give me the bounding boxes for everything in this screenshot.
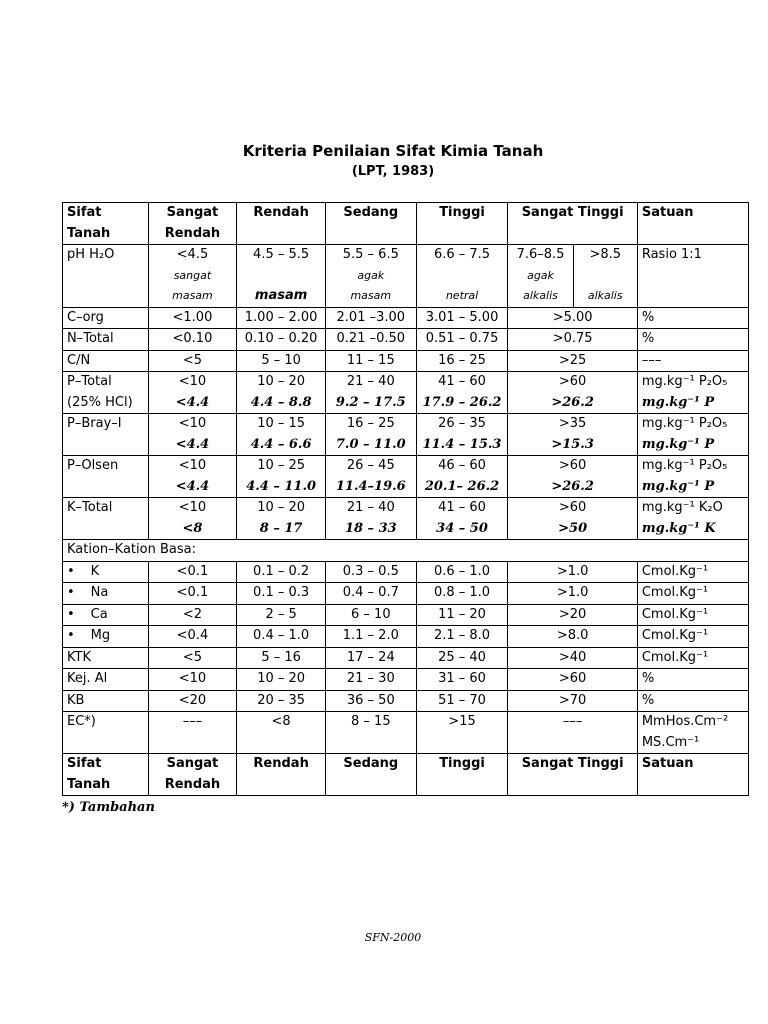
cell-sangat-tinggi: >1.0 [508,583,637,605]
cell-rendah: 10 – 25 4.4 – 11.0 [237,456,326,498]
cell-tinggi: 26 – 35 11.4 – 15.3 [416,414,508,456]
cell-sedang: 21 – 30 [325,669,416,691]
cell-satuan: mg.kg⁻¹ P₂O₅ mg.kg⁻¹ P [637,414,748,456]
cell-sedang: 0.3 – 0.5 [325,561,416,583]
cell-sedang: 21 – 40 9.2 – 17.5 [325,372,416,414]
cell-satuan: % [637,307,748,329]
cell-tinggi: 46 – 60 20.1– 26.2 [416,456,508,498]
table-row-kej-al [63,669,749,691]
cell-rendah: 10 – 20 4.4 – 8.8 [237,372,326,414]
footer-sifat-tanah: Sifat Tanah [63,754,149,796]
cell-sangat-rendah: <4.5 sangat masam [148,245,237,308]
cell-tinggi: 41 – 60 17.9 – 26.2 [416,372,508,414]
header-satuan: Satuan [637,203,748,245]
table-row-ca [63,604,749,626]
cell-sangat-tinggi: >0.75 [508,329,637,351]
cell-tinggi: 6.6 – 7.5 netral [416,245,508,308]
cell-tinggi: 16 – 25 [416,350,508,372]
cell-tinggi: 3.01 – 5.00 [416,307,508,329]
cell-sedang: 0.21 –0.50 [325,329,416,351]
cell-satuan: % [637,669,748,691]
row-label: • Ca [63,604,149,626]
cell-tinggi: >15 [416,712,508,754]
cell-sangat-rendah: <20 [148,690,237,712]
cell-sangat-rendah: <0.4 [148,626,237,648]
footer-satuan: Satuan [637,754,748,796]
cell-rendah: 0.4 – 1.0 [237,626,326,648]
row-label: EC*) [63,712,149,754]
table-row-kb [63,690,749,712]
cell-satuan: Cmol.Kg⁻¹ [637,626,748,648]
cell-sangat-tinggi: >25 [508,350,637,372]
footer-tinggi: Tinggi [416,754,508,796]
cell-sangat-tinggi: >8.0 [508,626,637,648]
cell-sangat-rendah: <1.00 [148,307,237,329]
cell-satuan: ––– [637,350,748,372]
table-row-p-total [63,372,749,414]
cell-sedang: 6 – 10 [325,604,416,626]
row-label: KTK [63,647,149,669]
row-label: • K [63,561,149,583]
cell-sedang: 11 – 15 [325,350,416,372]
table-row-ec [63,712,749,754]
cell-tinggi: 2.1 – 8.0 [416,626,508,648]
cell-sangat-tinggi: >60 >26.2 [508,456,637,498]
cell-sedang: 8 – 15 [325,712,416,754]
cell-rendah: 0.10 – 0.20 [237,329,326,351]
table-row-na [63,583,749,605]
criteria-table [62,202,749,796]
cell-sangat-rendah: <10 [148,669,237,691]
cell-rendah: 5 – 10 [237,350,326,372]
cell-rendah: 20 – 35 [237,690,326,712]
footer-rendah: Rendah [237,754,326,796]
cell-sangat-tinggi: ––– [508,712,637,754]
table-row-k [63,561,749,583]
footnote: *) Tambahan [62,800,155,815]
cell-tinggi: 41 – 60 34 – 50 [416,498,508,540]
header-sangat-rendah: Sangat Rendah [148,203,237,245]
cell-sangat-rendah: <0.10 [148,329,237,351]
cell-rendah: 1.00 – 2.00 [237,307,326,329]
cell-sedang: 17 – 24 [325,647,416,669]
cell-sangat-rendah: <0.1 [148,561,237,583]
cell-satuan: mg.kg⁻¹ P₂O₅ mg.kg⁻¹ P [637,372,748,414]
row-label: N–Total [63,329,149,351]
header-sifat-tanah: Sifat Tanah [63,203,149,245]
header-tinggi: Tinggi [416,203,508,245]
cell-sangat-tinggi: >35 >15.3 [508,414,637,456]
cell-sangat-tinggi: >5.00 [508,307,637,329]
cell-tinggi: 0.6 – 1.0 [416,561,508,583]
cell-sedang: 0.4 – 0.7 [325,583,416,605]
table-row-mg [63,626,749,648]
cell-sangat-tinggi: >70 [508,690,637,712]
document-subtitle: (LPT, 1983) [351,164,435,179]
row-label: • Mg [63,626,149,648]
table-row-c-org [63,307,749,329]
document-title: Kriteria Penilaian Sifat Kimia Tanah [242,142,544,160]
cell-sedang: 1.1 – 2.0 [325,626,416,648]
row-label: • Na [63,583,149,605]
table-footer-row [63,754,749,796]
cell-sedang: 2.01 –3.00 [325,307,416,329]
cell-sangat-rendah: <10 <4.4 [148,414,237,456]
header-sangat-tinggi: Sangat Tinggi [508,203,637,245]
cell-tinggi: 0.8 – 1.0 [416,583,508,605]
cell-sangat-tinggi-a: 7.6–8.5 agak alkalis [508,245,573,308]
cell-tinggi: 31 – 60 [416,669,508,691]
cell-sangat-tinggi-b: >8.5 alkalis [573,245,637,308]
table-row-k-total [63,498,749,540]
cell-sangat-rendah: <10 <8 [148,498,237,540]
cell-satuan: Cmol.Kg⁻¹ [637,604,748,626]
cell-satuan: Cmol.Kg⁻¹ [637,647,748,669]
cell-satuan: % [637,690,748,712]
cell-satuan: mg.kg⁻¹ K₂O mg.kg⁻¹ K [637,498,748,540]
cell-sangat-tinggi: >20 [508,604,637,626]
cell-sangat-rendah: ––– [148,712,237,754]
table-row-c-n [63,350,749,372]
cell-sangat-rendah: <2 [148,604,237,626]
cell-rendah: 10 – 20 [237,669,326,691]
cell-sedang: 26 – 45 11.4–19.6 [325,456,416,498]
row-label: P–Bray–I [63,414,149,456]
cell-satuan: Cmol.Kg⁻¹ [637,583,748,605]
cell-tinggi: 0.51 – 0.75 [416,329,508,351]
row-label: P–Olsen [63,456,149,498]
table-row-n-total [63,329,749,351]
row-label: KB [63,690,149,712]
table-row-p-bray [63,414,749,456]
table-row-ph [63,245,749,308]
row-label: pH H₂O [63,245,149,308]
row-label: Kej. Al [63,669,149,691]
row-label: K–Total [63,498,149,540]
cell-sedang: 5.5 – 6.5 agak masam [325,245,416,308]
cell-sedang: 21 – 40 18 – 33 [325,498,416,540]
cell-tinggi: 51 – 70 [416,690,508,712]
table-row-kation-header [63,540,749,562]
cell-rendah: 10 – 20 8 – 17 [237,498,326,540]
cell-sangat-rendah: <0.1 [148,583,237,605]
cell-sedang: 16 – 25 7.0 – 11.0 [325,414,416,456]
cell-sangat-rendah: <10 <4.4 [148,456,237,498]
footer-sangat-rendah: Sangat Rendah [148,754,237,796]
cell-satuan: % [637,329,748,351]
row-label: C/N [63,350,149,372]
cell-sangat-tinggi: >60 [508,669,637,691]
footer-sangat-tinggi: Sangat Tinggi [508,754,637,796]
section-heading: Kation–Kation Basa: [63,540,749,562]
cell-sangat-tinggi: >60 >50 [508,498,637,540]
cell-sangat-rendah: <5 [148,350,237,372]
cell-tinggi: 25 – 40 [416,647,508,669]
cell-sangat-tinggi: >1.0 [508,561,637,583]
footer-sedang: Sedang [325,754,416,796]
cell-sedang: 36 – 50 [325,690,416,712]
cell-sangat-rendah: <10 <4.4 [148,372,237,414]
header-sedang: Sedang [325,203,416,245]
cell-satuan: MmHos.Cm⁻² MS.Cm⁻¹ [637,712,748,754]
cell-satuan: mg.kg⁻¹ P₂O₅ mg.kg⁻¹ P [637,456,748,498]
page-footer: SFN-2000 [364,931,422,944]
cell-rendah: <8 [237,712,326,754]
row-label: P–Total (25% HCl) [63,372,149,414]
cell-satuan: Cmol.Kg⁻¹ [637,561,748,583]
cell-rendah: 2 – 5 [237,604,326,626]
cell-satuan: Rasio 1:1 [637,245,748,308]
cell-sangat-tinggi: >40 [508,647,637,669]
cell-rendah: 0.1 – 0.2 [237,561,326,583]
cell-sangat-rendah: <5 [148,647,237,669]
header-rendah: Rendah [237,203,326,245]
row-label: C–org [63,307,149,329]
cell-rendah: 4.5 – 5.5 masam [237,245,326,308]
cell-sangat-tinggi: >60 >26.2 [508,372,637,414]
cell-rendah: 5 – 16 [237,647,326,669]
table-row-p-olsen [63,456,749,498]
table-header-row [63,203,749,245]
cell-tinggi: 11 – 20 [416,604,508,626]
cell-rendah: 0.1 – 0.3 [237,583,326,605]
table-row-ktk [63,647,749,669]
cell-rendah: 10 – 15 4.4 – 6.6 [237,414,326,456]
